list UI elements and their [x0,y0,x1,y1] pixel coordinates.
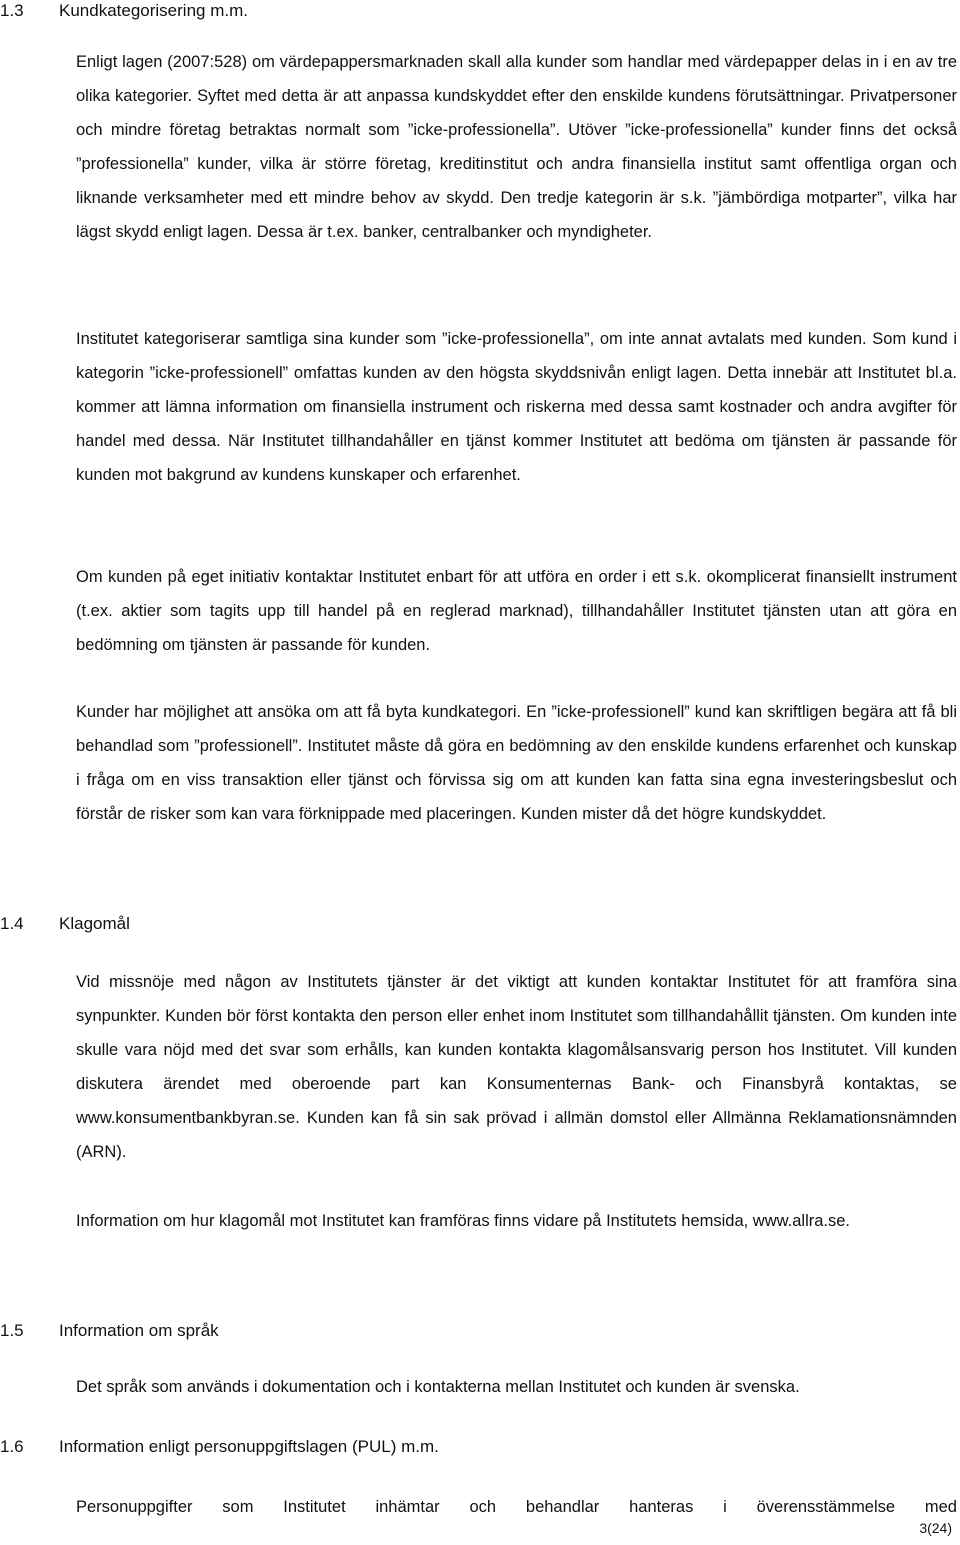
paragraph: Enligt lagen (2007:528) om värdepappersmarknaden skall alla kunder som handlar med värdepapper delas in i en av tre olika kategorier. Syftet med detta är att anpassa kundskyddet efter den enskilde kundens förutsättningar. Privatpersoner och mindre företag betraktas normalt som ”icke-professionella”. Utöver ”icke-professionella” kunder finns det också ”professionella” kunder, vilka är större företag, kreditinstitut och andra finansiella institut samt offentliga organ och liknande verksamheter med ett mindre behov av skydd. Den tredje kategorin är s.k. ”jämbördiga motparter”, vilka har lägst skydd enligt lagen. Dessa är t.ex. banker, centralbanker och myndigheter. [76,53,957,241]
section-number: 1.5 [0,1321,24,1340]
paragraph: Om kunden på eget initiativ kontaktar Institutet enbart för att utföra en order i ett s.k. okomplicerat finansiellt instrument (t.ex. aktier som tagits upp till handel på en reglerad marknad), tillhandahåller Institutet tjänsten utan att göra en bedömning om tjänsten är passande för kunden. [76,568,957,654]
paragraph: Vid missnöje med någon av Institutets tjänster är det viktigt att kunden kontaktar Institutet för att framföra sina synpunkter. Kunden bör först kontakta den person eller enhet inom Institutet som tillhandahållit tjänsten. Om kunden inte skulle vara nöjd med det svar som erhålls, kan kunden kontakta klagomålsansvarig person hos Institutet. Vill kunden diskutera ärendet med oberoende part kan Konsumenternas Bank- och Finansbyrå kontaktas, se www.konsumentbankbyran.se. Kunden kan få sin sak prövad i allmän domstol eller Allmänna Reklamationsnämnden (ARN). [76,973,957,1161]
paragraph: Information om hur klagomål mot Institutet kan framföras finns vidare på Institutets hemsida, www.allra.se. [76,1212,851,1230]
section-title: Information om språk [59,1321,219,1340]
section-title: Kundkategorisering m.m. [59,1,248,20]
paragraph: Kunder har möjlighet att ansöka om att få byta kundkategori. En ”icke-professionell” kund kan skriftligen begära att få bli behandlad som ”professionell”. Institutet måste då göra en bedömning av den enskilde kundens erfarenhet och kunskap i fråga om en viss transaktion eller tjänst och förvissa sig om att kunden kan fatta sina egna investeringsbeslut och förstår de risker som kan vara förknippade med placeringen. Kunden mister då det högre kundskyddet. [76,703,957,823]
page-number: 3(24) [919,1520,952,1536]
section-number: 1.6 [0,1437,24,1456]
section-title: Information enligt personuppgiftslagen (PUL) m.m. [59,1437,439,1456]
section-title: Klagomål [59,914,130,933]
section-number: 1.4 [0,914,24,933]
paragraph: Det språk som används i dokumentation och i kontakterna mellan Institutet och kunden är svenska. [76,1378,800,1396]
paragraph-continues: Personuppgifter som Institutet inhämtar och behandlar hanteras i överensstämmelse med [76,1498,957,1516]
paragraph: Institutet kategoriserar samtliga sina kunder som ”icke-professionella”, om inte annat avtalats med kunden. Som kund i kategorin ”icke-professionell” omfattas kunden av den högsta skyddsnivån enligt lagen. Detta innebär att Institutet bl.a. kommer att lämna information om finansiella instrument och riskerna med dessa samt kostnader och andra avgifter för handel med dessa. När Institutet tillhandahåller en tjänst kommer Institutet att bedöma om tjänsten är passande för kunden mot bakgrund av kundens kunskaper och erfarenhet. [76,330,957,484]
section-number: 1.3 [0,1,24,20]
